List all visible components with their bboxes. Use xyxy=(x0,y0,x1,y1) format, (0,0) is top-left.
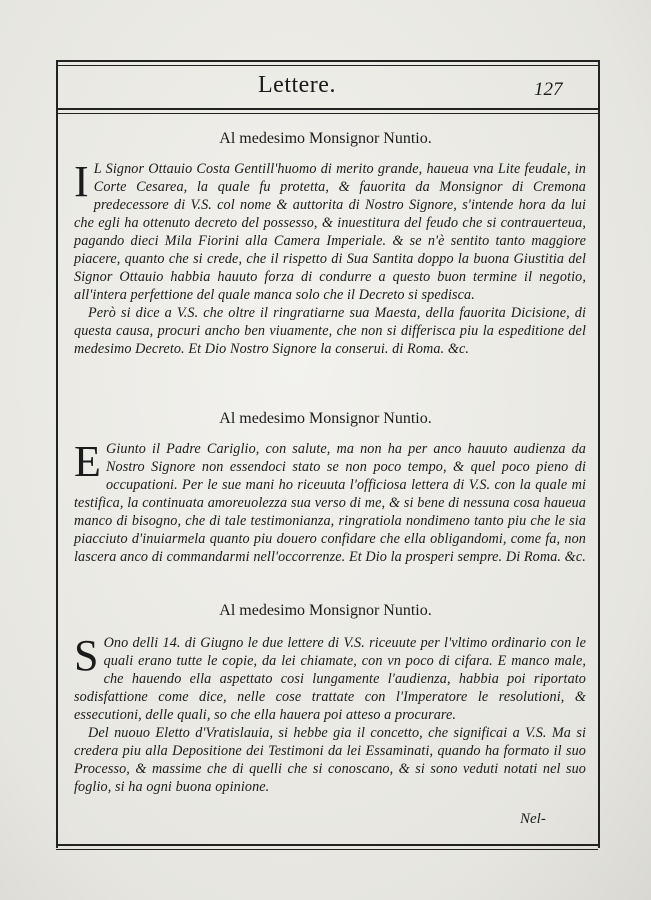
letter-body xyxy=(74,157,586,358)
top-rule xyxy=(56,60,598,66)
header-rule xyxy=(56,108,598,114)
paragraph: I L Signor Ottauio Costa Gentill'huomo di merito grande, haueua vna Lite feudale, in Corte Cesarea, la quale fu protetta, & fauorita da Monsignor di Cremona predecessore di V.S. col nome & auttorita di Nostro Signore, s'intende hora da lui che egli ha ottenuto decreto del possesso, & inuestitura del feudo che si contrauerteua, pagando dieci Mila Fiorini alla Camera Imperiale. & se n'è sentito tanto maggiore piacere, quanto che si crede, che il rispetto di Sua Santita doppo la buona Giustitia del Signor Ottauio habbia hauuto forza di condurre a questo buon termine il negotio, all'intera perfettione del quale manca solo che il Decreto si spedisca. xyxy=(74,157,586,303)
bottom-rule xyxy=(56,844,598,850)
drop-cap: I xyxy=(74,157,89,206)
paragraph: S Ono delli 14. di Giugno le due lettere di V.S. riceuute per l'vltimo ordinario con le quali erano tutte le copie, da lei chiamate, con vn poco di cifara. E manco male, che hauendo ella aspettato cosi lungamente l'audienza, habbia poi riportato sodisfattione come dice, nelle cose trattate con l'Imperatore le resolutioni, & essecutioni, delle quali, so che ella hauera poi atteso a procurare. xyxy=(74,631,586,723)
letter-heading: Al medesimo Monsignor Nuntio. xyxy=(219,130,432,147)
letter-body xyxy=(74,437,586,566)
running-head: Lettere. xyxy=(258,72,336,98)
letter-heading: Al medesimo Monsignor Nuntio. xyxy=(219,602,432,619)
paragraph: E Giunto il Padre Cariglio, con salute, ma non ha per anco hauuto audienza da Nostro Signore non essendoci stato se non poco tempo, & quel poco pieno di occupationi. Per le sue mani ho riceuuta l'officiosa lettera di V.S. con la quale mi testifica, la continuata amoreuolezza sua verso di me, & si bene di nessuna cosa haueua manco di bisogno, che di tale testimonianza, ringratiola nondimeno tanto piu che le sia piacciuto d'inuiarmela quanto piu douero confidare che ella obligandomi, come fa, non lascera anco di commandarmi nell'occorrenze. Et Dio la prosperi sempre. Di Roma. &c. xyxy=(74,437,586,565)
catchword: Nel- xyxy=(520,811,546,827)
paragraph: Però si dice a V.S. che oltre il ringratiarne sua Maesta, della fauorita Dicisione, di questa causa, procuri ancho ben viuamente, che non si differisca piu la espeditione del medesimo Decreto. Et Dio Nostro Signore la conserui. di Roma. &c. xyxy=(74,305,586,357)
letter-heading: Al medesimo Monsignor Nuntio. xyxy=(219,410,432,427)
letter-body xyxy=(74,631,586,796)
page-number: 127 xyxy=(534,79,563,100)
drop-cap: S xyxy=(74,631,99,680)
drop-cap: E xyxy=(74,437,101,486)
paragraph: Del nuouo Eletto d'Vratislauia, si hebbe gia il concetto, che significai a V.S. Ma si credera piu alla Depositione dei Testimoni da lei Essaminati, quando ha formato il suo Processo, & massime che di quelli che si conoscano, & si sono veduti notati nel suo foglio, si ha ogni buona opinione. xyxy=(74,725,586,795)
